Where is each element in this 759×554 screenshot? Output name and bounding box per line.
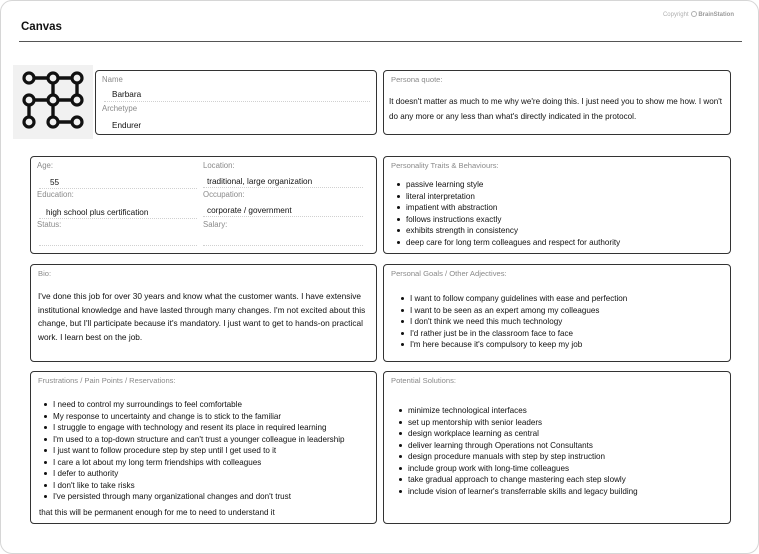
frustrations-continuation: that this will be permanent enough for me to need to understand it [39,508,275,517]
bio-card [30,264,377,362]
archetype-value: Endurer [112,121,142,130]
frustrations-card [30,371,377,524]
name-value: Barbara [112,90,142,99]
list-item: impatient with abstraction [394,202,620,214]
personality-traits-list [394,179,620,248]
copyright-notice [663,11,734,18]
persona-quote-card [383,70,731,135]
list-item: minimize technological interfaces [396,405,638,417]
network-grid-icon [13,65,93,139]
list-item: exhibits strength in consistency [394,225,620,237]
list-item: set up mentorship with senior leaders [396,417,638,429]
status-underline [39,245,197,246]
persona-avatar [13,65,93,139]
education-underline [39,218,197,219]
copyright-prefix: Copyright [662,12,689,18]
frustrations-label: Frustrations / Pain Points / Reservations: [38,376,176,385]
list-item: include group work with long-time colleagues [396,463,638,475]
frustrations-list [41,399,345,503]
age-underline [39,188,197,189]
potential-solutions-list [396,405,638,497]
list-item: I defer to authority [41,468,345,480]
list-item: I care a lot about my long term friendships with colleagues [41,457,345,469]
list-item: deep care for long term colleagues and respect for authority [394,237,620,249]
list-item: I want to be seen as an expert among my colleagues [398,305,627,317]
name-label: Name [102,75,123,84]
list-item: I've persisted through many organizational changes and don't trust [41,491,345,503]
list-item: passive learning style [394,179,620,191]
page-title: Canvas [21,21,62,33]
age-label: Age: [37,161,54,170]
list-item: design procedure manuals with step by step instruction [396,451,638,463]
header-divider [19,41,742,42]
list-item: I need to control my surroundings to feel comfortable [41,399,345,411]
list-item: deliver learning through Operations not Consultants [396,440,638,452]
name-underline [104,101,370,102]
age-value: 55 [50,178,60,187]
copyright-brand: BrainStation [698,12,734,18]
personality-traits-card [383,156,731,254]
location-underline [203,187,363,188]
education-label: Education: [37,190,74,199]
list-item: I struggle to engage with technology and resent its place in required learning [41,422,345,434]
list-item: I'm used to a top-down structure and can't trust a younger colleague in leadership [41,434,345,446]
occupation-value: corporate / government [207,206,292,215]
list-item: design workplace learning as central [396,428,638,440]
status-label: Status: [37,220,62,229]
location-label: Location: [203,161,235,170]
identity-card [95,70,377,135]
list-item: follows instructions exactly [394,214,620,226]
occupation-underline [203,216,363,217]
personal-goals-label: Personal Goals / Other Adjectives: [391,269,507,278]
list-item: literal interpretation [394,191,620,203]
salary-underline [203,245,363,246]
list-item: I just want to follow procedure step by step until I get used to it [41,445,345,457]
list-item: I don't like to take risks [41,480,345,492]
brand-logo-icon [691,11,697,17]
personal-goals-card [383,264,731,362]
personality-traits-label: Personality Traits & Behaviours: [391,161,499,170]
personal-goals-list [398,293,627,351]
bio-label: Bio: [38,269,52,278]
demographics-card [30,156,377,254]
list-item: I don't think we need this much technology [398,316,627,328]
persona-quote-text: It doesn't matter as much to me why we're doing this. I just need you to show me how. I won't do any more or any less than what's directly indicated in the protocol. [389,97,723,121]
education-value: high school plus certification [46,208,149,217]
list-item: My response to uncertainty and change is to stick to the familiar [41,411,345,423]
list-item: take gradual approach to change mastering each step slowly [396,474,638,486]
list-item: include vision of learner's transferrable skills and legacy building [396,486,638,498]
list-item: I want to follow company guidelines with ease and perfection [398,293,627,305]
archetype-label: Archetype [102,104,138,113]
potential-solutions-card [383,371,731,524]
list-item: I'm here because it's compulsory to keep my job [398,339,627,351]
persona-quote-label: Persona quote: [391,75,443,84]
potential-solutions-label: Potential Solutions: [391,376,457,385]
salary-label: Salary: [203,220,228,229]
bio-text: I've done this job for over 30 years and know what the customer wants. I have extensive institutional knowledge and have lasted through many changes. I'm not excited about this change, but I'll participate because it's mandatory. I just want to get to hands-on practical work. I learn best on the job. [38,291,366,342]
occupation-label: Occupation: [203,190,245,199]
location-value: traditional, large organization [207,177,313,186]
list-item: I'd rather just be in the classroom face to face [398,328,627,340]
